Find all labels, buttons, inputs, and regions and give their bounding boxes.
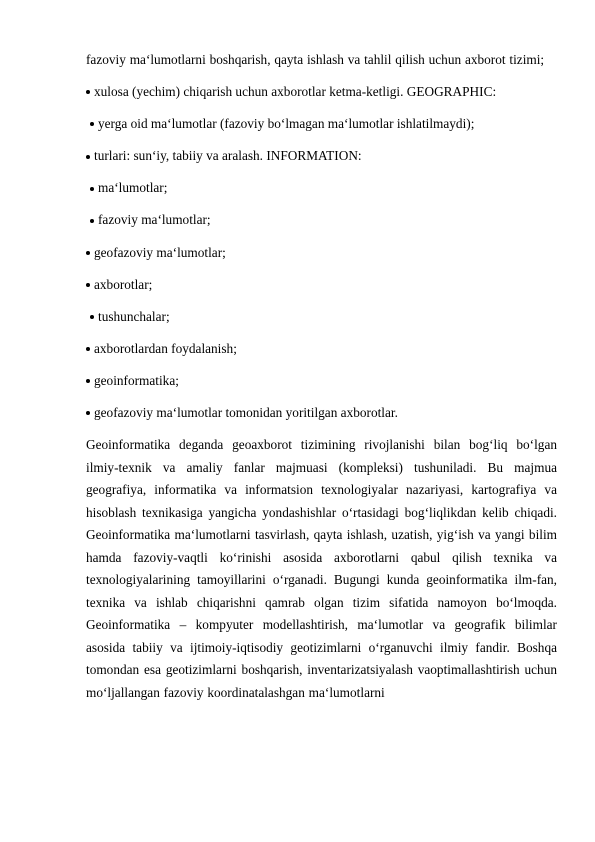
bullet-icon (86, 283, 90, 287)
list-item-text: ma‘lumotlar; (98, 180, 168, 196)
bullet-icon (90, 219, 94, 223)
intro-paragraph: fazoviy ma‘lumotlarni boshqarish, qayta ishlash va tahlil qilish uchun axborot tizimi; (86, 52, 545, 67)
list-item-text: axborotlar; (94, 276, 153, 292)
list-item (86, 81, 557, 104)
bullet-icon (86, 347, 90, 351)
list-item (86, 306, 557, 329)
list-item (86, 177, 557, 200)
bullet-icon (90, 315, 94, 319)
list-item (86, 338, 557, 361)
list-item-text: geofazoviy ma‘lumotlar tomonidan yoritilgan axborotlar. (94, 405, 398, 421)
bullet-icon (86, 379, 90, 383)
bullet-icon (86, 251, 90, 255)
list-item (86, 145, 557, 168)
list-item (86, 274, 557, 297)
list-item-text: geoinformatika; (94, 372, 179, 388)
list-item (86, 209, 557, 232)
main-paragraph: Geoinformatika deganda geoaxborot tizimining rivojlanishi bilan bog‘liq bo‘lgan ilmiy-texnik va amaliy fanlar majmuasi (kompleksi) tushuniladi. Bu majmua geografiya, informatika va informatsion texnologiyalar nazariyasi, kartografiya va hisoblash texnikasiga yangicha yondashishlar o‘rtasidagi bog‘liqlikdan kelib chiqadi. Geoinformatika ma‘lumotlarni tasvirlash, qayta ishlash, uzatish, yig‘ish va yangi bilim hamda fazoviy-vaqtli ko‘rinishi asosida axborotlarni qabul qilish texnika va texnologiyalarining tamoyillarini o‘rganadi. Bugungi kunda geoinformatika ilm-fan, texnika va ishlab chiqarishni qamrab olgan tizim sifatida namoyon bo‘lmoqda. Geoinformatika – kompyuter modellashtirish, ma‘lumotlar va geografik bilimlar asosida tabiiy va ijtimoiy-iqtisodiy geotizimlarni o‘rganuvchi ilmiy fandir. Boshqa tomondan esa geotizimlarni boshqarish, inventarizatsiyalash vaoptimallashtirish uchun mo‘ljallangan fazoviy koordinatalashgan ma‘lumotlarni (86, 437, 557, 700)
list-item (86, 242, 557, 265)
list-item (86, 370, 557, 393)
list-item-text: geofazoviy ma‘lumotlar; (94, 244, 226, 260)
bullet-list (86, 81, 557, 424)
list-item (86, 402, 557, 425)
bullet-icon (86, 411, 90, 415)
list-item-text: turlari: sun‘iy, tabiiy va aralash. INFORMATION: (94, 148, 362, 164)
document-page (86, 49, 557, 704)
bullet-icon (86, 90, 90, 94)
list-item-text: yerga oid ma‘lumotlar (fazoviy bo‘lmagan ma‘lumotlar ishlatilmaydi); (98, 116, 475, 132)
list-item-text: tushunchalar; (98, 308, 170, 324)
bullet-icon (90, 187, 94, 191)
list-item-text: fazoviy ma‘lumotlar; (98, 212, 211, 228)
list-item-text: xulosa (yechim) chiqarish uchun axborotlar ketma-ketligi. GEOGRAPHIC: (94, 84, 497, 100)
bullet-icon (90, 122, 94, 126)
list-item (86, 113, 557, 136)
list-item-text: axborotlardan foydalanish; (94, 340, 237, 356)
bullet-icon (86, 155, 90, 159)
